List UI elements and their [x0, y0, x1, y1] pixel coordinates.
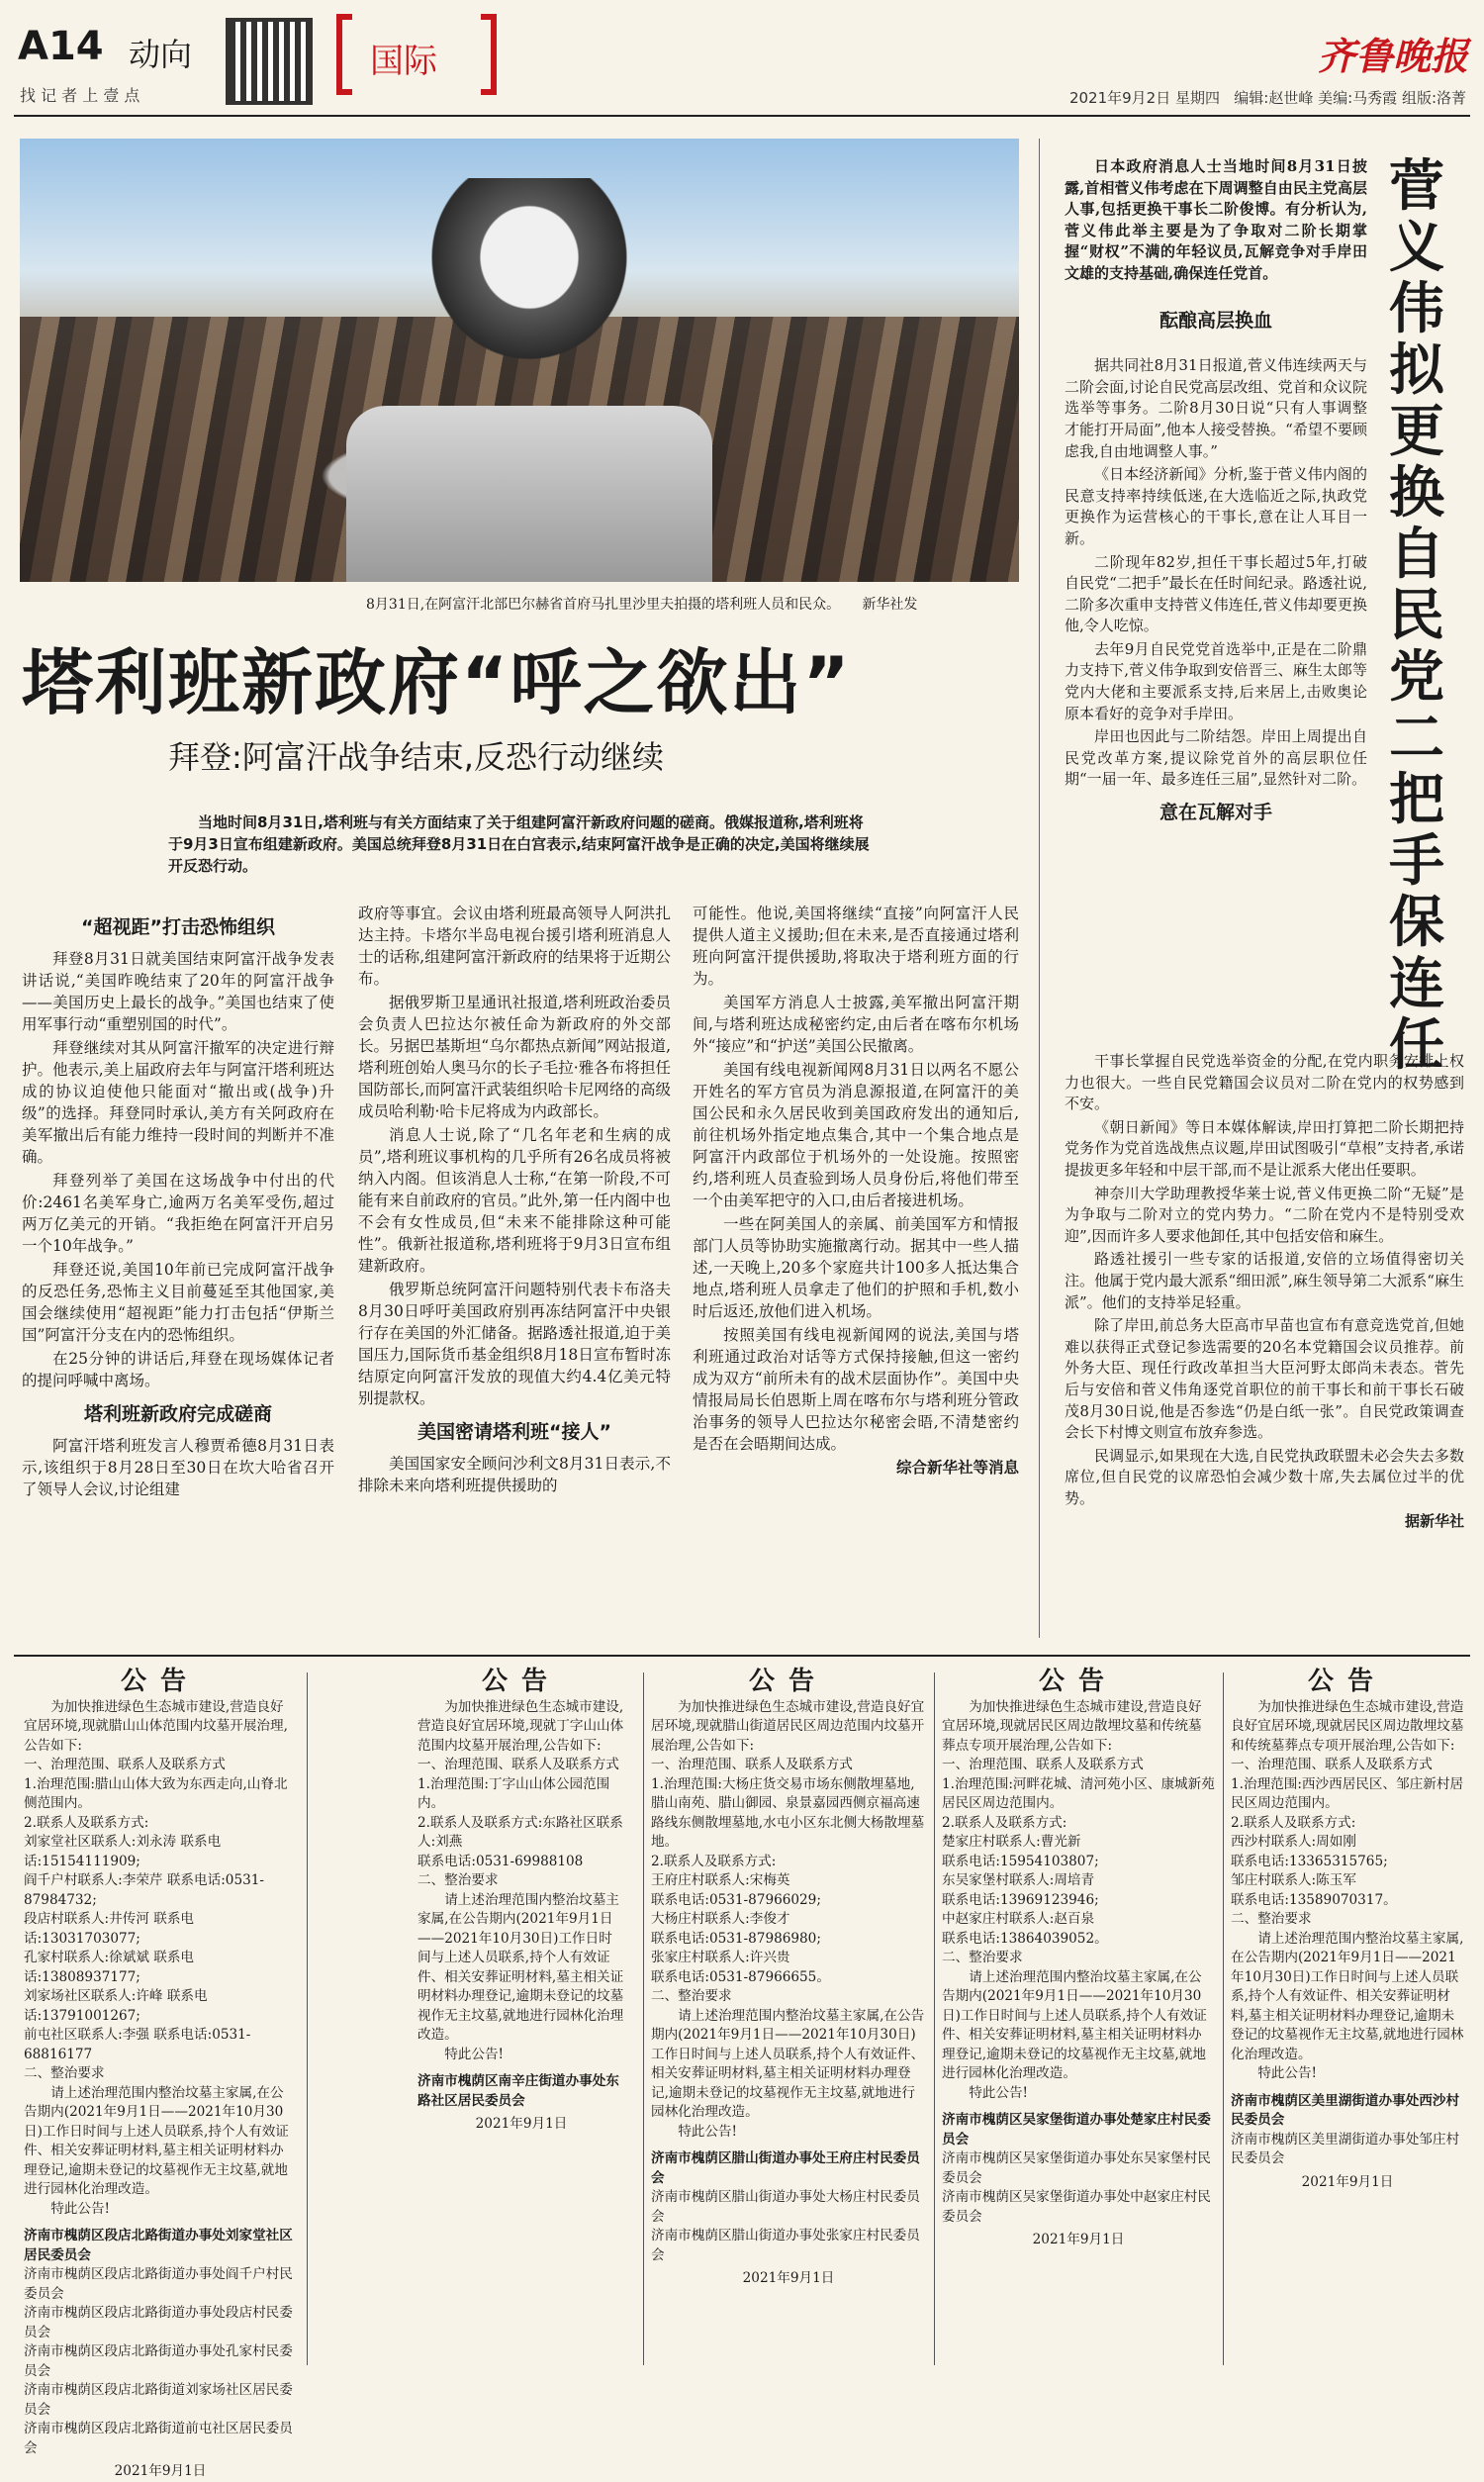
category-bracket: [336, 14, 352, 95]
notice-line: 一、治理范围、联系人及联系方式: [417, 1757, 619, 1772]
notice-line: 孔家村联系人:徐斌斌 联系电话:13808937177;: [24, 1950, 195, 1985]
side-lead: 日本政府消息人士当地时间8月31日披露,首相菅义伟考虑在下周调整自由民主党高层人事,包括更换干事长二阶俊博。有分析认为,菅义伟此举主要是为了争取对二阶长期掌握“财权”不满的年轻议员,瓦解竞争对手岸田文雄的支持基础,确保连任党首。: [1065, 157, 1367, 282]
article-col-3: [693, 903, 1019, 1479]
qr-code-icon: [226, 18, 313, 105]
issue-date: 2021年9月2日 星期四: [1068, 89, 1220, 107]
notice-divider: [643, 1672, 644, 2365]
paragraph: 去年9月自民党党首选举中,正是在二阶鼎力支持下,菅义伟争取到安倍晋三、麻生太郎等党内大佬和主要派系支持,后来居上,击败奥论原本看好的竞争对手岸田。: [1065, 639, 1367, 722]
side-source: 据新华社: [1404, 1512, 1464, 1531]
paragraph: 阿富汗塔利班发言人穆贾希德8月31日表示,该组织于8月28日至30日在坎大哈省召开了领导人会议,讨论组建: [22, 1437, 334, 1498]
notice-line: 联系电话:0531-87966655。: [651, 1968, 830, 1985]
public-notice: [1231, 1667, 1464, 2369]
photo-caption-text: 8月31日,在阿富汗北部巴尔赫省首府马扎里沙里夫拍摄的塔利班人员和民众。: [366, 597, 841, 613]
newspaper-logo: 齐鲁晚报: [1317, 34, 1468, 78]
notice-closing: 特此公告!: [969, 2084, 1029, 2101]
notice-signer: 济南市槐荫区南辛庄街道办事处东路社区居民委员会: [417, 2073, 619, 2109]
public-notice: [942, 1667, 1215, 2369]
notice-line: 一、治理范围、联系人及联系方式: [651, 1757, 853, 1772]
notice-body: 请上述治理范围内整治坟墓主家属,在公告期内(2021年9月1日——2021年10月30日)工作日时间与上述人员联系,持个人有效证件、相关安葬证明材料,墓主相关证明材料办理登记,逾期未登记的坟墓视作无主坟墓,就地进行园林化治理改造。: [24, 2084, 289, 2197]
article-col-1: [22, 908, 334, 1502]
notice-signer: 济南市槐荫区段店北路街道前屯社区居民委员会: [24, 2421, 293, 2456]
notice-intro: 为加快推进绿色生态城市建设,营造良好宜居环境,现就腊山街道居民区周边范围内坟墓开展治理,公告如下:: [651, 1698, 925, 1754]
notice-date: 2021年9月1日: [1301, 2173, 1394, 2190]
paragraph: 《日本经济新闻》分析,鉴于菅义伟内阁的民意支持率持续低迷,在大选临近之际,执政党更换作为运营核心的干事长,意在让人耳目一新。: [1065, 465, 1367, 547]
notice-line: 段店村联系人:井传河 联系电话:13031703077;: [24, 1911, 195, 1947]
notice-title: 公告: [481, 1667, 561, 1696]
header-rule: [14, 115, 1470, 117]
paragraph: 拜登继续对其从阿富汗撤军的决定进行辩护。他表示,美上届政府去年与阿富汗塔利班达成的协议迫使他只能面对“撤出或(战争)升级”的选择。拜登同时承认,美方有关阿政府在美军撤出后有能力维持一段时间的判断并不准确。: [22, 1039, 334, 1166]
public-notice: [417, 1667, 625, 2369]
notice-divider: [1223, 1672, 1224, 2365]
section-name: 动向: [129, 36, 193, 73]
notices-rule: [14, 1655, 1470, 1657]
notice-intro: 为加快推进绿色生态城市建设,营造良好宜居环境,现就居民区周边散埋坟墓和传统墓葬点专项开展治理,公告如下:: [1231, 1698, 1464, 1754]
article-source: 综合新华社等消息: [895, 1458, 1019, 1477]
subhead-taliban-govt: 塔利班新政府完成磋商: [83, 1403, 272, 1425]
subhead-rival: 意在瓦解对手: [1159, 802, 1272, 824]
paragraph: 拜登还说,美国10年前已完成阿富汗战争的反恐任务,恐怖主义目前蔓延至其他国家,美国会继续使用“超视距”能力打击包括“伊斯兰国”阿富汗分支在内的恐怖组织。: [22, 1261, 334, 1344]
notice-intro: 为加快推进绿色生态城市建设,营造良好宜居环境,现就丁字山山体范围内坟墓开展治理,公告如下:: [417, 1698, 624, 1754]
notice-closing: 特此公告!: [678, 2123, 738, 2140]
notice-date: 2021年9月1日: [475, 2116, 568, 2132]
page-number: A14: [18, 24, 104, 69]
notice-line: 一、治理范围、联系人及联系方式: [1231, 1757, 1433, 1772]
photo-caption: [366, 594, 917, 614]
paragraph: 俄罗斯总统阿富汗问题特别代表卡布洛夫8月30日呼吁美国政府别再冻结阿富汗中央银行存在美国的外汇储备。据路透社报道,迫于美国压力,国际货币基金组织8月18日宣布暂时冻结原定向阿富汗发放的现值大约4.4亿美元特别提款权。: [358, 1281, 671, 1407]
notice-line: 联系电话:0531-69988108: [417, 1853, 584, 1869]
notice-line: 2.联系人及联系方式:: [24, 1814, 149, 1831]
paragraph: 除了岸田,前总务大臣高市早苗也宣布有意竞选党首,但她难以获得正式登记参选需要的20名本党籍国会议员推荐。前外务大臣、现任行政改革担当大臣河野太郎尚未表态。菅先后与安倍和菅义伟角逐党首职位的前干事长和前干事长石破茂8月30日说,他是否参选“仍是白纸一张”。自民党政策调查会长下村博文则宣布放弃参选。: [1065, 1316, 1464, 1442]
notice-intro: 为加快推进绿色生态城市建设,营造良好宜居环境,现就腊山山体范围内坟墓开展治理,公告如下:: [24, 1698, 288, 1754]
notice-line: 王府庄村联系人:宋梅英: [651, 1872, 790, 1888]
main-headline: 塔利班新政府“呼之欲出”: [22, 641, 852, 724]
notice-closing: 特此公告!: [50, 2200, 111, 2217]
notice-body: 请上述治理范围内整治坟墓主家属,在公告期内(2021年9月1日——2021年10月30日)工作日时间与上述人员联系,持个人有效证件、相关安葬证明材料,墓主相关证明材料办理登记,逾期未登记的坟墓视作无主坟墓,就地进行园林化治理改造。: [417, 1891, 624, 2043]
subhead-secret-deal: 美国密请塔利班“接人”: [417, 1421, 611, 1443]
notice-line: 大杨庄村联系人:李俊才: [651, 1911, 790, 1927]
paragraph: 在25分钟的讲话后,拜登在现场媒体记者的提问呼喊中离场。: [22, 1350, 334, 1389]
notice-line: 中赵家庄村联系人:赵百泉: [942, 1911, 1095, 1927]
notice-line: 二、整治要求: [417, 1872, 499, 1888]
public-notice: [651, 1667, 926, 2369]
notice-line: 2.联系人及联系方式:: [651, 1853, 777, 1869]
news-photo: [20, 139, 1019, 582]
paragraph: 美国国家安全顾问沙利文8月31日表示,不排除未来向塔利班提供援助的: [358, 1455, 671, 1494]
subhead-overhorizon: “超视距”打击恐怖组织: [81, 916, 275, 938]
notice-signer: 济南市槐荫区段店北路街道办事处阎千户村民委员会: [24, 2266, 293, 2302]
notice-line: 1.治理范围:西沙西居民区、邹庄新村居民区周边范围内。: [1231, 1775, 1464, 1811]
paragraph: 岸田也因此与二阶结怨。岸田上周提出自民党改革方案,提议除党首外的高层职位任期“一届一年、最多连任三届”,显然针对二阶。: [1065, 727, 1367, 789]
side-headline: 菅义伟拟更换自民党二把手保连任: [1389, 154, 1444, 1078]
notice-line: 2.联系人及联系方式:: [942, 1814, 1067, 1831]
notice-line: 东吴家堡村联系人:周培青: [942, 1872, 1095, 1888]
notice-signer: 济南市槐荫区美里湖街道办事处邹庄村民委员会: [1231, 2131, 1460, 2166]
notice-title: 公告: [748, 1667, 828, 1696]
notice-line: 刘家堂社区联系人:刘永涛 联系电话:15154111909;: [24, 1834, 222, 1869]
notice-line: 1.治理范围:大杨庄货交易市场东侧散埋墓地,腊山南苑、腊山御园、泉景嘉园西侧京福高速路线东侧散埋墓地,水屯小区东北侧大杨散埋墓地。: [651, 1775, 925, 1850]
notice-line: 联系电话:13365315765;: [1231, 1853, 1388, 1869]
notice-signer: 济南市槐荫区段店北路街道办事处刘家堂社区居民委员会: [24, 2228, 293, 2263]
paragraph: 可能性。他说,美国将继续“直接”向阿富汗人民提供人道主义援助;但在未来,是否直接通过塔利班向阿富汗提供援助,将取决于塔利班方面的行为。: [693, 905, 1019, 988]
category-label: 国际: [370, 42, 437, 81]
notice-line: 2.联系人及联系方式:: [1231, 1814, 1356, 1831]
notice-signer: 济南市槐荫区吴家堡街道办事处楚家庄村民委员会: [942, 2112, 1211, 2148]
notice-line: 二、整治要求: [24, 2065, 105, 2081]
notice-line: 二、整治要求: [651, 1988, 732, 2004]
notice-line: 1.治理范围:河畔花城、清河苑小区、康城新苑居民区周边范围内。: [942, 1775, 1215, 1811]
notice-line: 阎千户村联系人:李荣芹 联系电话:0531-87984732;: [24, 1872, 264, 1908]
notice-signer: 济南市槐荫区美里湖街道办事处西沙村民委员会: [1231, 2092, 1460, 2128]
notice-line: 邹庄村联系人:陈玉军: [1231, 1872, 1356, 1888]
notice-closing: 特此公告!: [1257, 2065, 1318, 2081]
notice-line: 西沙村联系人:周如刚: [1231, 1834, 1356, 1850]
side-article: [1065, 156, 1367, 834]
notice-title: 公告: [1038, 1667, 1118, 1696]
notice-line: 楚家庄村联系人:曹光新: [942, 1834, 1081, 1850]
notice-date: 2021年9月1日: [114, 2463, 207, 2479]
notice-line: 联系电话:15954103807;: [942, 1853, 1099, 1869]
paragraph: 拜登列举了美国在这场战争中付出的代价:2461名美军身亡,逾两万名美军受伤,超过两万亿美元的开销。“我拒绝在阿富汗开启另一个10年战争。”: [22, 1172, 334, 1255]
notice-line: 张家庄村联系人:许兴贵: [651, 1950, 790, 1965]
notice-title: 公告: [1307, 1667, 1387, 1696]
staff-credits: 编辑:赵世峰 美编:马秀霞 组版:洛菁: [1234, 89, 1466, 107]
notice-title: 公告: [120, 1667, 200, 1696]
notice-line: 刘家场社区联系人:许峰 联系电话:13791001267;: [24, 1988, 208, 2024]
category-bracket-right: [481, 14, 497, 95]
main-subheadline: 拜登:阿富汗战争结束,反恐行动继续: [168, 738, 664, 776]
paragraph: 干事长掌握自民党选举资金的分配,在党内职务安排上权力也很大。一些自民党籍国会议员对二阶在党内的权势感到不安。: [1065, 1052, 1464, 1113]
paragraph: 拜登8月31日就美国结束阿富汗战争发表讲话说,“美国昨晚结束了20年的阿富汗战争——美国历史上最长的战争。”美国也结束了使用军事行动“重塑别国的时代”。: [22, 950, 334, 1033]
notice-line: 联系电话:0531-87966029;: [651, 1891, 821, 1908]
slogan: 找 记 者 上 壹 点: [20, 86, 140, 105]
paragraph: 民调显示,如果现在大选,自民党执政联盟未必会失去多数席位,但自民党的议席恐怕会减少数十席,失去属位过半的优势。: [1065, 1446, 1464, 1507]
notice-line: 联系电话:0531-87986980;: [651, 1930, 821, 1947]
notice-body: 请上述治理范围内整治坟墓主家属,在公告期内(2021年9月1日——2021年10月30日)工作日时间与上述人员联系,持个人有效证件、相关安葬证明材料,墓主相关证明材料办理登记,逾期未登记的坟墓视作无主坟墓,就地进行园林化治理改造。: [1231, 1930, 1464, 2062]
subhead-reshuffle: 酝酿高层换血: [1159, 309, 1272, 332]
notice-signer: 济南市槐荫区吴家堡街道办事处东吴家堡村民委员会: [942, 2150, 1211, 2186]
notice-line: 二、整治要求: [1231, 1911, 1312, 1927]
notice-line: 2.联系人及联系方式:东路社区联系人:刘燕: [417, 1814, 623, 1850]
notice-line: 联系电话:13589070317。: [1231, 1891, 1397, 1908]
notice-line: 联系电话:13864039052。: [942, 1930, 1108, 1947]
notice-date: 2021年9月1日: [742, 2270, 835, 2286]
paragraph: 消息人士说,除了“几名年老和生病的成员”,塔利班议事机构的几乎所有26名成员将被纳入内阁。但该消息人士称,“在第一阶段,不可能有来自前政府的官员。”此外,第一任内阁中也不会有女性成员,但“未来不能排除这种可能性”。俄新社报道称,塔利班将于9月3日宣布组建新政府。: [358, 1126, 671, 1275]
notice-signer: 济南市槐荫区腊山街道办事处大杨庄村民委员会: [651, 2189, 920, 2225]
paragraph: 按照美国有线电视新闻网的说法,美国与塔利班通过政治对话等方式保持接触,但这一密约成为双方“前所未有的战术层面协作”。美国中央情报局局长伯恩斯上周在喀布尔与塔利班分管政治事务的领导人巴拉达尔秘密会晤,不清楚密约是否在会晤期间达成。: [693, 1326, 1019, 1453]
paragraph: 一些在阿美国人的亲属、前美国军方和情报部门人员等协助实施撤离行动。据其中一些人描述,一天晚上,20多个家庭共计100多人抵达集合地点,塔利班人员拿走了他们的护照和手机,数小时后返还,放他们进入机场。: [693, 1215, 1019, 1320]
lead-paragraph: 当地时间8月31日,塔利班与有关方面结束了关于组建阿富汗新政府问题的磋商。俄媒报道称,塔利班将于9月3日宣布组建新政府。美国总统拜登8月31日在白宫表示,结束阿富汗战争是正确的决定,美国将继续展开反恐行动。: [168, 813, 870, 875]
notice-signer: 济南市槐荫区吴家堡街道办事处中赵家庄村民委员会: [942, 2189, 1211, 2225]
notice-signer: 济南市槐荫区段店北路街道办事处孔家村民委员会: [24, 2343, 293, 2379]
notice-date: 2021年9月1日: [1032, 2232, 1125, 2247]
paragraph: 美国军方消息人士披露,美军撤出阿富汗期间,与塔利班达成秘密约定,由后者在喀布尔机场外“接应”和“护送”美国公民撤离。: [693, 994, 1019, 1055]
notice-signer: 济南市槐荫区腊山街道办事处王府庄村民委员会: [651, 2150, 920, 2186]
paragraph: 《朝日新闻》等日本媒体解读,岸田打算把二阶长期把持党务作为党首选战焦点议题,岸田试图吸引“草根”支持者,承诺提拔更多年轻和中层干部,而不是让派系大佬出任要职。: [1065, 1117, 1464, 1179]
notice-line: 二、整治要求: [942, 1950, 1023, 1965]
notice-intro: 为加快推进绿色生态城市建设,营造良好宜居环境,现就居民区周边散埋坟墓和传统墓葬点专项开展治理,公告如下:: [942, 1698, 1202, 1754]
date-line: [1069, 87, 1466, 108]
notice-line: 1.治理范围:丁字山山体公园范围内。: [417, 1775, 610, 1811]
public-notice: [24, 1667, 297, 2479]
paragraph: 政府等事宜。会议由塔利班最高领导人阿洪扎达主持。卡塔尔半岛电视台援引塔利班消息人士的话称,组建阿富汗新政府的结果将于近期公布。: [358, 905, 671, 988]
notice-closing: 特此公告!: [444, 2046, 505, 2062]
notice-line: 1.治理范围:腊山山体大致为东西走向,山脊北侧范围内。: [24, 1775, 288, 1811]
paragraph: 据共同社8月31日报道,菅义伟连续两天与二阶会面,讨论自民党高层改组、党首和众议院选举等事务。二阶8月30日说“只有人事调整才能打开局面”,他本人接受替换。“希望不要顾虑我,自由地调整人事。”: [1065, 356, 1367, 460]
notice-line: 联系电话:13969123946;: [942, 1891, 1099, 1908]
notice-line: 前屯社区联系人:李强 联系电话:0531-68816177: [24, 2027, 251, 2062]
paragraph: 二阶现年82岁,担任干事长超过5年,打破自民党“二把手”最长在任时间纪录。路透社说,二阶多次重申支持菅义伟连任,菅义伟却要更换他,令人吃惊。: [1065, 552, 1367, 635]
photo-credit: 新华社发: [862, 597, 918, 613]
notice-divider: [934, 1672, 935, 2365]
notice-divider: [307, 1672, 308, 2365]
paragraph: 美国有线电视新闻网8月31日以两名不愿公开姓名的军方官员为消息源报道,在阿富汗的美国公民和永久居民收到美国政府发出的通知后,前往机场外指定地点集合,其中一个集合地点是阿富汗内政部位于机场外的一处设施。按照密约,塔利班人员查验到场人员身份后,将他们带至一个由美军把守的入口,由后者接进机场。: [693, 1061, 1019, 1209]
notice-line: 一、治理范围、联系人及联系方式: [24, 1757, 226, 1772]
notice-signer: 济南市槐荫区段店北路街道办事处段店村民委员会: [24, 2305, 293, 2340]
notice-body: 请上述治理范围内整治坟墓主家属,在公告期内(2021年9月1日——2021年10月30日)工作日时间与上述人员联系,持个人有效证件、相关安葬证明材料,墓主相关证明材料办理登记,逾期未登记的坟墓视作无主坟墓,就地进行园林化治理改造。: [651, 2007, 925, 2120]
notice-line: 一、治理范围、联系人及联系方式: [942, 1757, 1144, 1772]
paragraph: 据俄罗斯卫星通讯社报道,塔利班政治委员会负责人巴拉达尔被任命为新政府的外交部长。另据巴基斯坦“乌尔都热点新闻”网站报道,塔利班创始人奥马尔的长子毛拉·雅各布将担任国防部长,而阿富汗武装组织哈卡尼网络的高级成员哈利勒·哈卡尼将成为内政部长。: [358, 994, 671, 1120]
side-article-wide: [1065, 1051, 1464, 1533]
article-col-2: [358, 903, 671, 1498]
notice-body: 请上述治理范围内整治坟墓主家属,在公告期内(2021年9月1日——2021年10月30日)工作日时间与上述人员联系,持个人有效证件、相关安葬证明材料,墓主相关证明材料办理登记,逾期未登记的坟墓视作无主坟墓,就地进行园林化治理改造。: [942, 1968, 1207, 2081]
paragraph: 神奈川大学助理教授华莱士说,菅义伟更换二阶“无疑”是为争取与二阶对立的党内势力。“二阶在党内不是特别受欢迎”,因而许多人要求他卸任,其中包括安倍和麻生。: [1065, 1184, 1464, 1245]
side-divider: [1039, 139, 1040, 1638]
paragraph: 路透社援引一些专家的话报道,安倍的立场值得密切关注。他属于党内最大派系“细田派”,麻生领导第二大派系“麻生派”。他们的支持举足轻重。: [1065, 1250, 1464, 1311]
notice-signer: 济南市槐荫区腊山街道办事处张家庄村民委员会: [651, 2228, 920, 2263]
notice-signer: 济南市槐荫区段店北路街道刘家场社区居民委员会: [24, 2382, 293, 2418]
